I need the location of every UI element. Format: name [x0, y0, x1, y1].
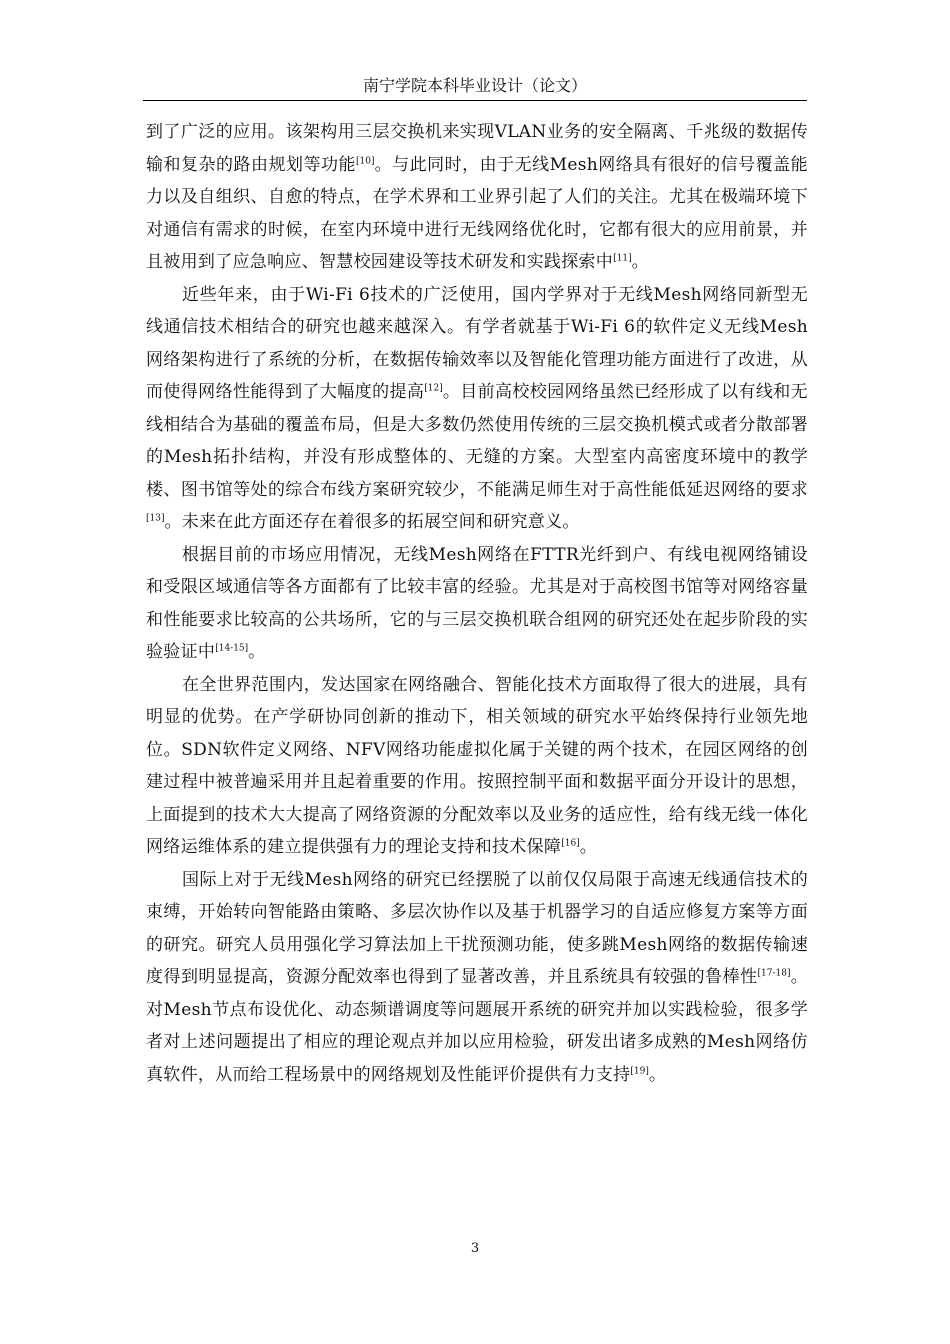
page-number-text: 3 [470, 1241, 480, 1256]
paragraph-text: 。 [631, 252, 649, 272]
citation-ref: [16] [561, 838, 580, 849]
citation-ref: [13] [146, 513, 165, 524]
paragraph-text: 。未来在此方面还存在着很多的拓展空间和研究意义。 [164, 512, 580, 532]
paragraph-text: 到了广泛的应用。该架构用三层交换机来实现VLAN业务的安全隔离、千兆级的数据传输和复杂的路由规划等功能 [146, 122, 808, 175]
paragraph-text: 国际上对于无线Mesh网络的研究已经摆脱了以前仅仅局限于高速无线通信技术的束缚，开始转向智能路由策略、多层次协作以及基于机器学习的自适应修复方案等方面的研究。研究人员用强化学习算法加上干扰预测功能，使多跳Mesh网络的数据传输速度得到明显提高，资源分配效率也得到了显著改善，并且系统具有较强的鲁棒性 [146, 869, 808, 987]
citation-ref: [14-15] [215, 643, 249, 654]
paragraph-text: 根据目前的市场应用情况，无线Mesh网络在FTTR光纤到户、有线电视网络铺设和受限区域通信等各方面都有了比较丰富的经验。尤其是对于高校图书馆等对网络容量和性能要求比较高的公共场所，它的与三层交换机联合组网的研究还处在起步阶段的实验验证中 [146, 544, 808, 662]
citation-ref: [19] [630, 1065, 649, 1076]
paragraph-text: 。目前高校校园网络虽然已经形成了以有线和无线相结合为基础的覆盖布局，但是大多数仍然使用传统的三层交换机模式或者分散部署的Mesh拓扑结构，并没有形成整体的、无缝的方案。大型室内高密度环境中的教学楼、图书馆等处的综合布线方案研究较少，不能满足师生对于高性能低延迟网络的要求 [146, 382, 808, 500]
citation-ref: [17-18] [757, 968, 791, 979]
page-number [0, 1241, 950, 1257]
citation-ref: [12] [424, 383, 443, 394]
header-title: 南宁学院本科毕业设计（论文） [362, 76, 587, 95]
paragraph-text: 在全世界范围内，发达国家在网络融合、智能化技术方面取得了很大的进展，具有明显的优势。在产学研协同创新的推动下，相关领域的研究水平始终保持行业领先地位。SDN软件定义网络、NFV网络功能虚拟化属于关键的两个技术，在园区网络的创建过程中被普遍采用并且起着重要的作用。按照控制平面和数据平面分开设计的思想，上面提到的技术大大提高了网络资源的分配效率以及业务的适应性，给有线无线一体化网络运维体系的建立提供强有力的理论支持和技术保障 [146, 674, 808, 857]
paragraph [146, 669, 808, 864]
paragraph-text: 。 [579, 837, 597, 857]
paragraph-text: 。 [648, 1064, 667, 1085]
citation-ref: [10] [355, 155, 375, 166]
paragraph-text: 。与此同时，由于无线Mesh网络具有很好的信号覆盖能力以及自组织、自愈的特点，在学术界和工业界引起了人们的关注。尤其在极端环境下对通信有需求的时候，在室内环境中进行无线网络优化时，它都有很大的应用前景，并且被用到了应急响应、智慧校园建设等技术研发和实践探索中 [146, 154, 808, 272]
paragraph [146, 279, 808, 539]
paragraph [146, 539, 808, 669]
paragraph [146, 864, 808, 1092]
paragraph-text: 。对Mesh节点布设优化、动态频谱调度等问题展开系统的研究并加以实践检验，很多学者对上述问题提出了相应的理论观点并加以应用检验，研发出诸多成熟的Mesh网络仿真软件，从而给工程场景中的网络规划及性能评价提供有力支持 [146, 967, 808, 1085]
page-header [143, 74, 807, 101]
paragraph [146, 116, 808, 279]
citation-ref: [11] [613, 253, 632, 264]
paragraph-text: 近些年来，由于Wi-Fi 6技术的广泛使用，国内学界对于无线Mesh网络同新型无线通信技术相结合的研究也越来越深入。有学者就基于Wi-Fi 6的软件定义无线Mesh网络架构进行了系统的分析，在数据传输效率以及智能化管理功能方面进行了改进，从而使得网络性能得到了大幅度的提高 [146, 284, 808, 402]
body-text [146, 116, 808, 1091]
paragraph-text: 。 [248, 642, 266, 662]
